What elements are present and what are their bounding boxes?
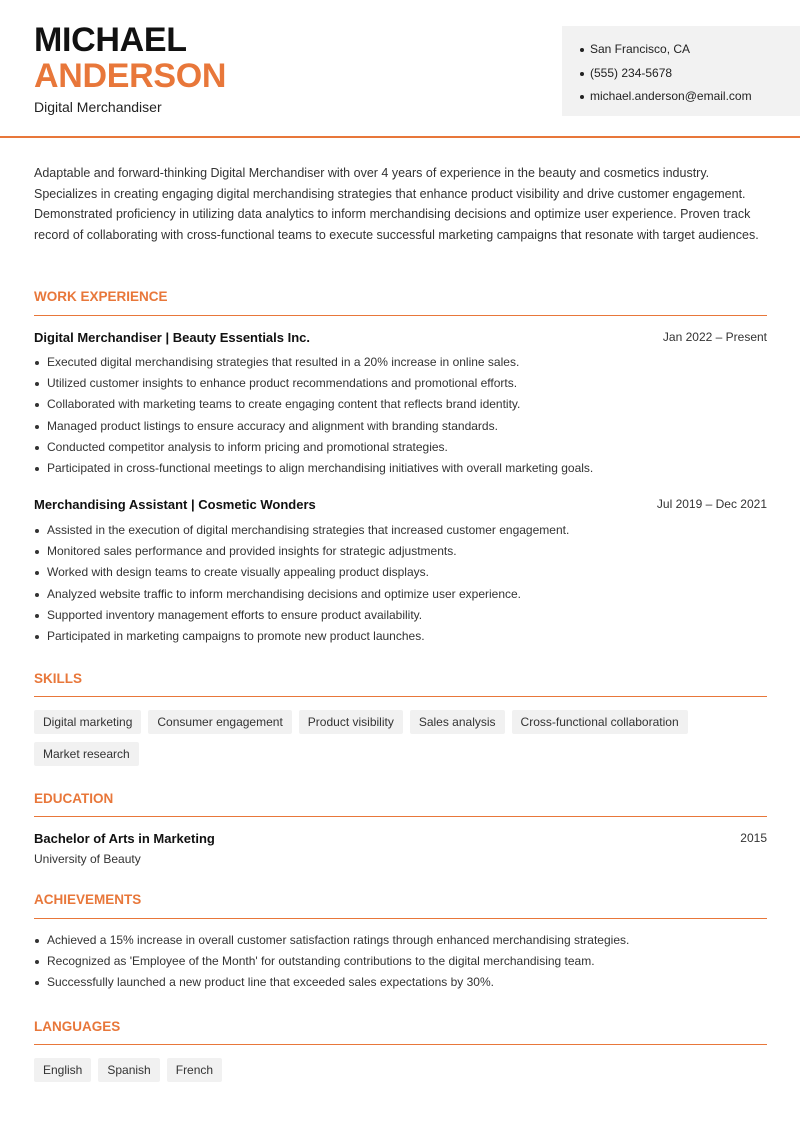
skill-chip: Sales analysis [410, 710, 505, 734]
section-divider [34, 1044, 767, 1045]
language-chip: Spanish [98, 1058, 159, 1082]
list-item: Recognized as 'Employee of the Month' for outstanding contributions to the digital merchandising team. [34, 951, 767, 972]
job-dates: Jul 2019 – Dec 2021 [656, 497, 767, 511]
job-role: Digital Merchandiser | Beauty Essentials Inc. [34, 330, 311, 345]
section-title-achievements: ACHIEVEMENTS [34, 892, 142, 907]
professional-summary: Adaptable and forward-thinking Digital Merchandiser with over 4 years of experience in the beauty and cosmetics industry. Specializes in creating engaging digital merchandising strategies that enhance product visibility and drive customer engagement. Demonstrated proficiency in utilizing data analytics to inform merchandising decisions and optimize user experience. Proven track record of collaborating with cross-functional teams to execute successful marketing campaigns that resonate with target audiences. [34, 166, 759, 242]
skill-chip: Consumer engagement [148, 710, 291, 734]
section-title-work: WORK EXPERIENCE [34, 289, 168, 304]
list-item: Participated in marketing campaigns to promote new product launches. [34, 626, 767, 647]
skill-chip: Market research [34, 742, 139, 766]
graduation-year: 2015 [740, 831, 767, 845]
skills-list [34, 710, 769, 766]
list-item: Collaborated with marketing teams to create engaging content that reflects brand identity. [34, 394, 767, 415]
contact-box [562, 26, 800, 116]
language-chip: English [34, 1058, 91, 1082]
school-name: University of Beauty [34, 852, 141, 866]
list-item: Monitored sales performance and provided insights for strategic adjustments. [34, 541, 767, 562]
job-bullets [34, 520, 767, 647]
candidate-name [34, 22, 226, 94]
job-title: Digital Merchandiser [34, 99, 162, 115]
skill-chip: Product visibility [299, 710, 403, 734]
list-item: Participated in cross-functional meetings to align merchandising initiatives with overall marketing goals. [34, 458, 767, 479]
section-divider [34, 315, 767, 316]
list-item: Executed digital merchandising strategies that resulted in a 20% increase in online sales. [34, 352, 767, 373]
skill-chip: Cross-functional collaboration [512, 710, 688, 734]
section-title-languages: LANGUAGES [34, 1019, 121, 1034]
section-title-education: EDUCATION [34, 791, 114, 806]
list-item: Conducted competitor analysis to inform pricing and promotional strategies. [34, 437, 767, 458]
list-item: Supported inventory management efforts to ensure product availability. [34, 605, 767, 626]
contact-location: San Francisco, CA [580, 38, 800, 62]
languages-list [34, 1058, 769, 1082]
section-divider [34, 816, 767, 817]
degree: Bachelor of Arts in Marketing [34, 831, 215, 846]
language-chip: French [167, 1058, 222, 1082]
contact-email[interactable]: michael.anderson@email.com [580, 85, 800, 109]
job-header [34, 497, 767, 517]
list-item: Analyzed website traffic to inform merchandising decisions and optimize user experience. [34, 584, 767, 605]
first-name: MICHAEL [34, 21, 187, 59]
job-dates: Jan 2022 – Present [662, 330, 767, 344]
job-bullets [34, 352, 767, 479]
section-divider [34, 918, 767, 919]
job-header [34, 330, 767, 350]
section-divider [34, 696, 767, 697]
list-item: Successfully launched a new product line that exceeded sales expectations by 30%. [34, 972, 767, 993]
list-item: Achieved a 15% increase in overall customer satisfaction ratings through enhanced merchandising strategies. [34, 930, 767, 951]
section-title-skills: SKILLS [34, 671, 83, 686]
list-item: Utilized customer insights to enhance product recommendations and promotional efforts. [34, 373, 767, 394]
job-role: Merchandising Assistant | Cosmetic Wonders [34, 497, 316, 512]
list-item: Managed product listings to ensure accuracy and alignment with branding standards. [34, 416, 767, 437]
list-item: Worked with design teams to create visually appealing product displays. [34, 562, 767, 583]
skill-chip: Digital marketing [34, 710, 141, 734]
contact-phone: (555) 234-5678 [580, 62, 800, 86]
resume-header [0, 0, 800, 138]
list-item: Assisted in the execution of digital merchandising strategies that increased customer engagement. [34, 520, 767, 541]
achievement-bullets [34, 930, 767, 994]
last-name: ANDERSON [34, 57, 227, 95]
